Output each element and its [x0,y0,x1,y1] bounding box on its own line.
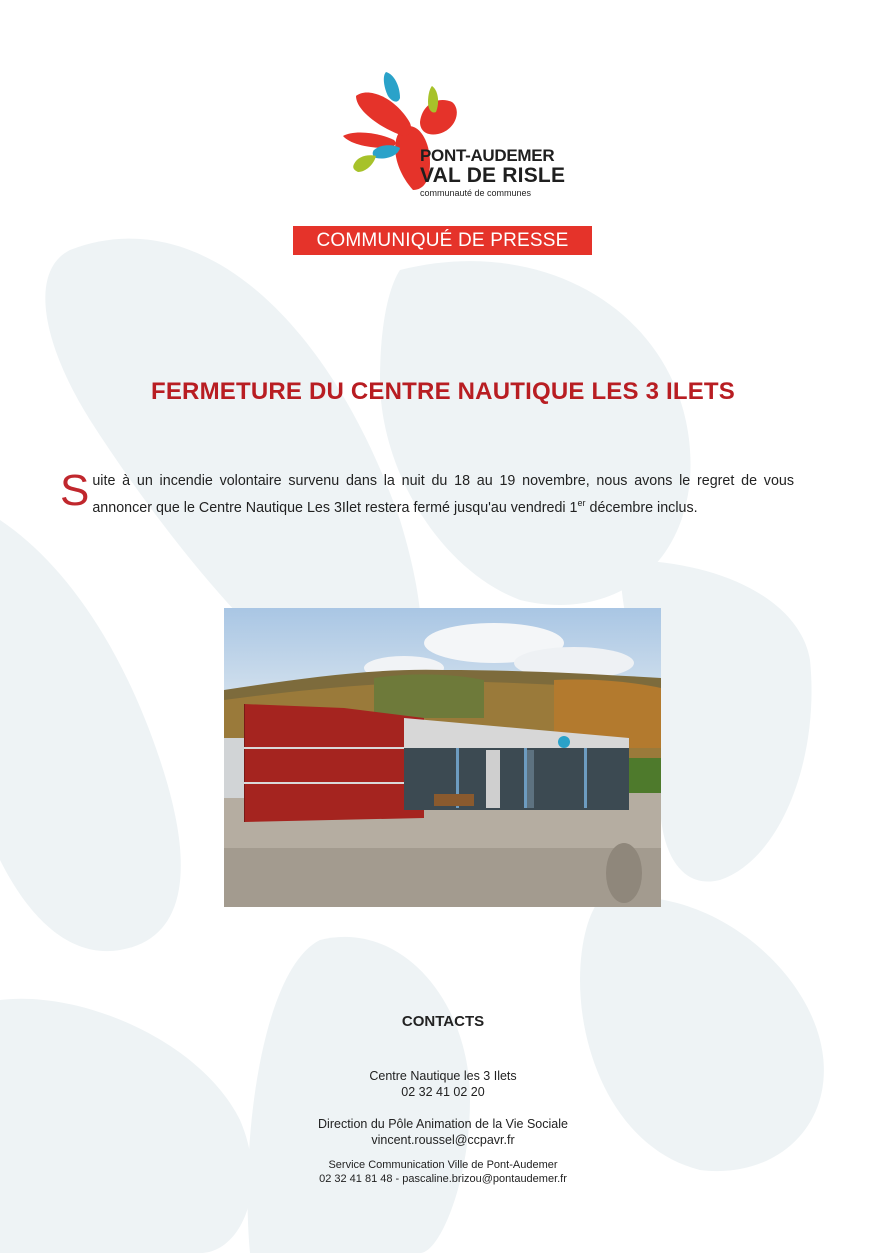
contact-communication [0,1158,886,1186]
body-text-part1: uite à un incendie volontaire survenu dans la nuit du 18 au 19 novembre, nous avons le regret de vous annoncer que le Centre Nautique Les 3Ilet restera fermé jusqu'au vendredi 1 [92,473,794,516]
aquatic-centre-photo [224,608,661,907]
contact-phone-email: 02 32 41 81 48 - pascaline.brizou@pontaudemer.fr [319,1173,567,1185]
contact-phone: 02 32 41 02 20 [401,1085,485,1099]
body-text-superscript: er [577,498,586,508]
contact-aquatic-centre [0,1068,886,1100]
contact-name: Direction du Pôle Animation de la Vie Sociale [318,1117,568,1131]
pont-audemer-logo [338,68,566,203]
logo-line-communaute: communauté de communes [420,188,532,198]
press-release-banner: COMMUNIQUÉ DE PRESSE [293,226,592,255]
contact-name: Centre Nautique les 3 Ilets [369,1069,517,1083]
logo-line-val-de-risle: VAL DE RISLE [420,164,566,187]
contact-name: Service Communication Ville de Pont-Audemer [328,1159,558,1171]
drop-cap: S [60,466,90,515]
contacts-heading: CONTACTS [401,1013,485,1030]
body-text-part2: décembre inclus. [585,499,698,516]
page-title: FERMETURE DU CENTRE NAUTIQUE LES 3 ILETS [150,378,736,405]
logo-line-pont-audemer: PONT-AUDEMER [420,146,555,165]
contact-direction [0,1116,886,1148]
article-body [60,466,794,519]
contact-email: vincent.roussel@ccpavr.fr [371,1133,515,1147]
